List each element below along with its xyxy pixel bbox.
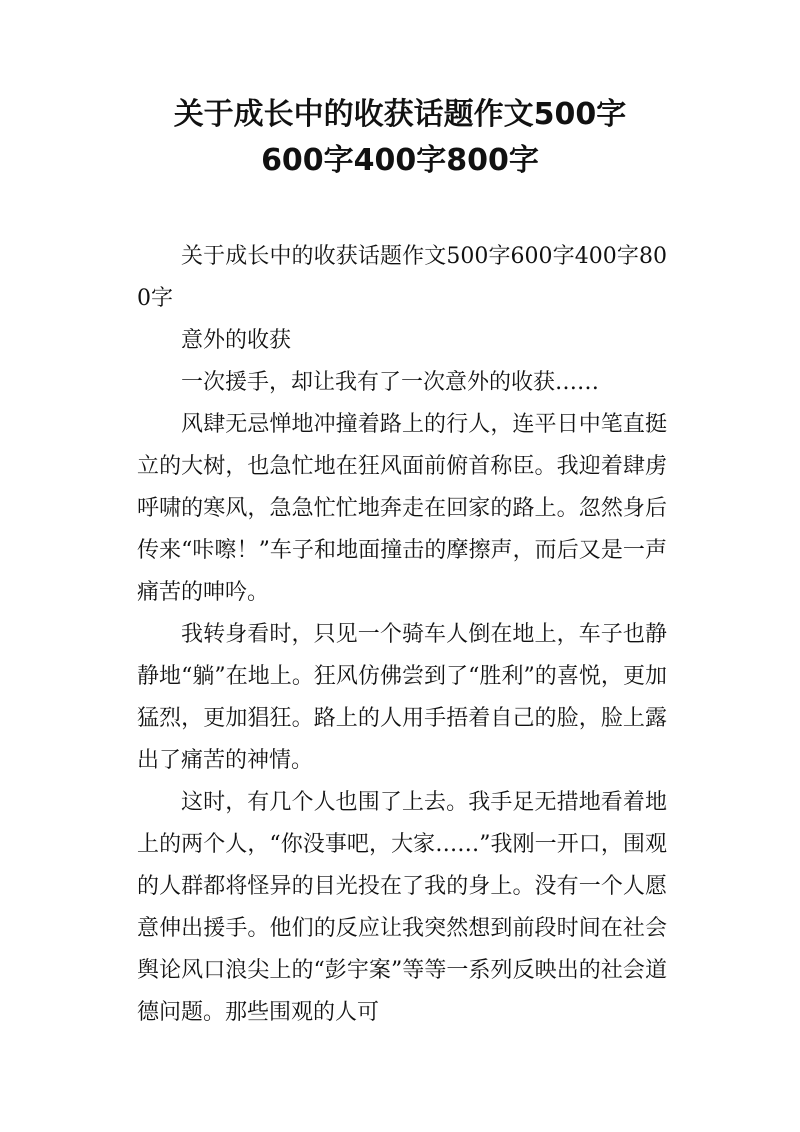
paragraph-fallen-rider: 我转身看时，只见一个骑车人倒在地上，车子也静静地“躺”在地上。狂风仿佛尝到了“胜利”的喜悦，更加猛烈，更加猖狂。路上的人用手捂着自己的脸，脸上露出了痛苦的神情。 (137, 622, 667, 773)
paragraph-heading: 关于成长中的收获话题作文500字600字400字800字 (137, 244, 667, 311)
paragraph-intro: 一次援手，却让我有了一次意外的收获…… (181, 370, 600, 395)
title-line-2: 600字400字800字 (261, 143, 539, 178)
document-title (100, 92, 700, 184)
document-body (137, 236, 667, 1034)
paragraph-onlookers: 这时，有几个人也围了上去。我手足无措地看着地上的两个人，“你没事吧，大家……”我刚一开口，围观的人群都将怪异的目光投在了我的身上。没有一个人愿意伸出援手。他们的反应让我突然想到前段时间在社会舆论风口浪尖上的“彭宇案”等等一系列反映出的社会道德问题。那些围观的人可 (137, 790, 667, 1025)
paragraph-wind: 风肆无忌惮地冲撞着路上的行人，连平日中笔直挺立的大树，也急忙地在狂风面前俯首称臣。我迎着肆虏呼啸的寒风，急急忙忙地奔走在回家的路上。忽然身后传来“咔嚓！”车子和地面撞击的摩擦声，而后又是一声痛苦的呻吟。 (137, 412, 667, 605)
title-line-1: 关于成长中的收获话题作文500字 (173, 97, 627, 132)
paragraph-subtitle: 意外的收获 (181, 328, 292, 353)
